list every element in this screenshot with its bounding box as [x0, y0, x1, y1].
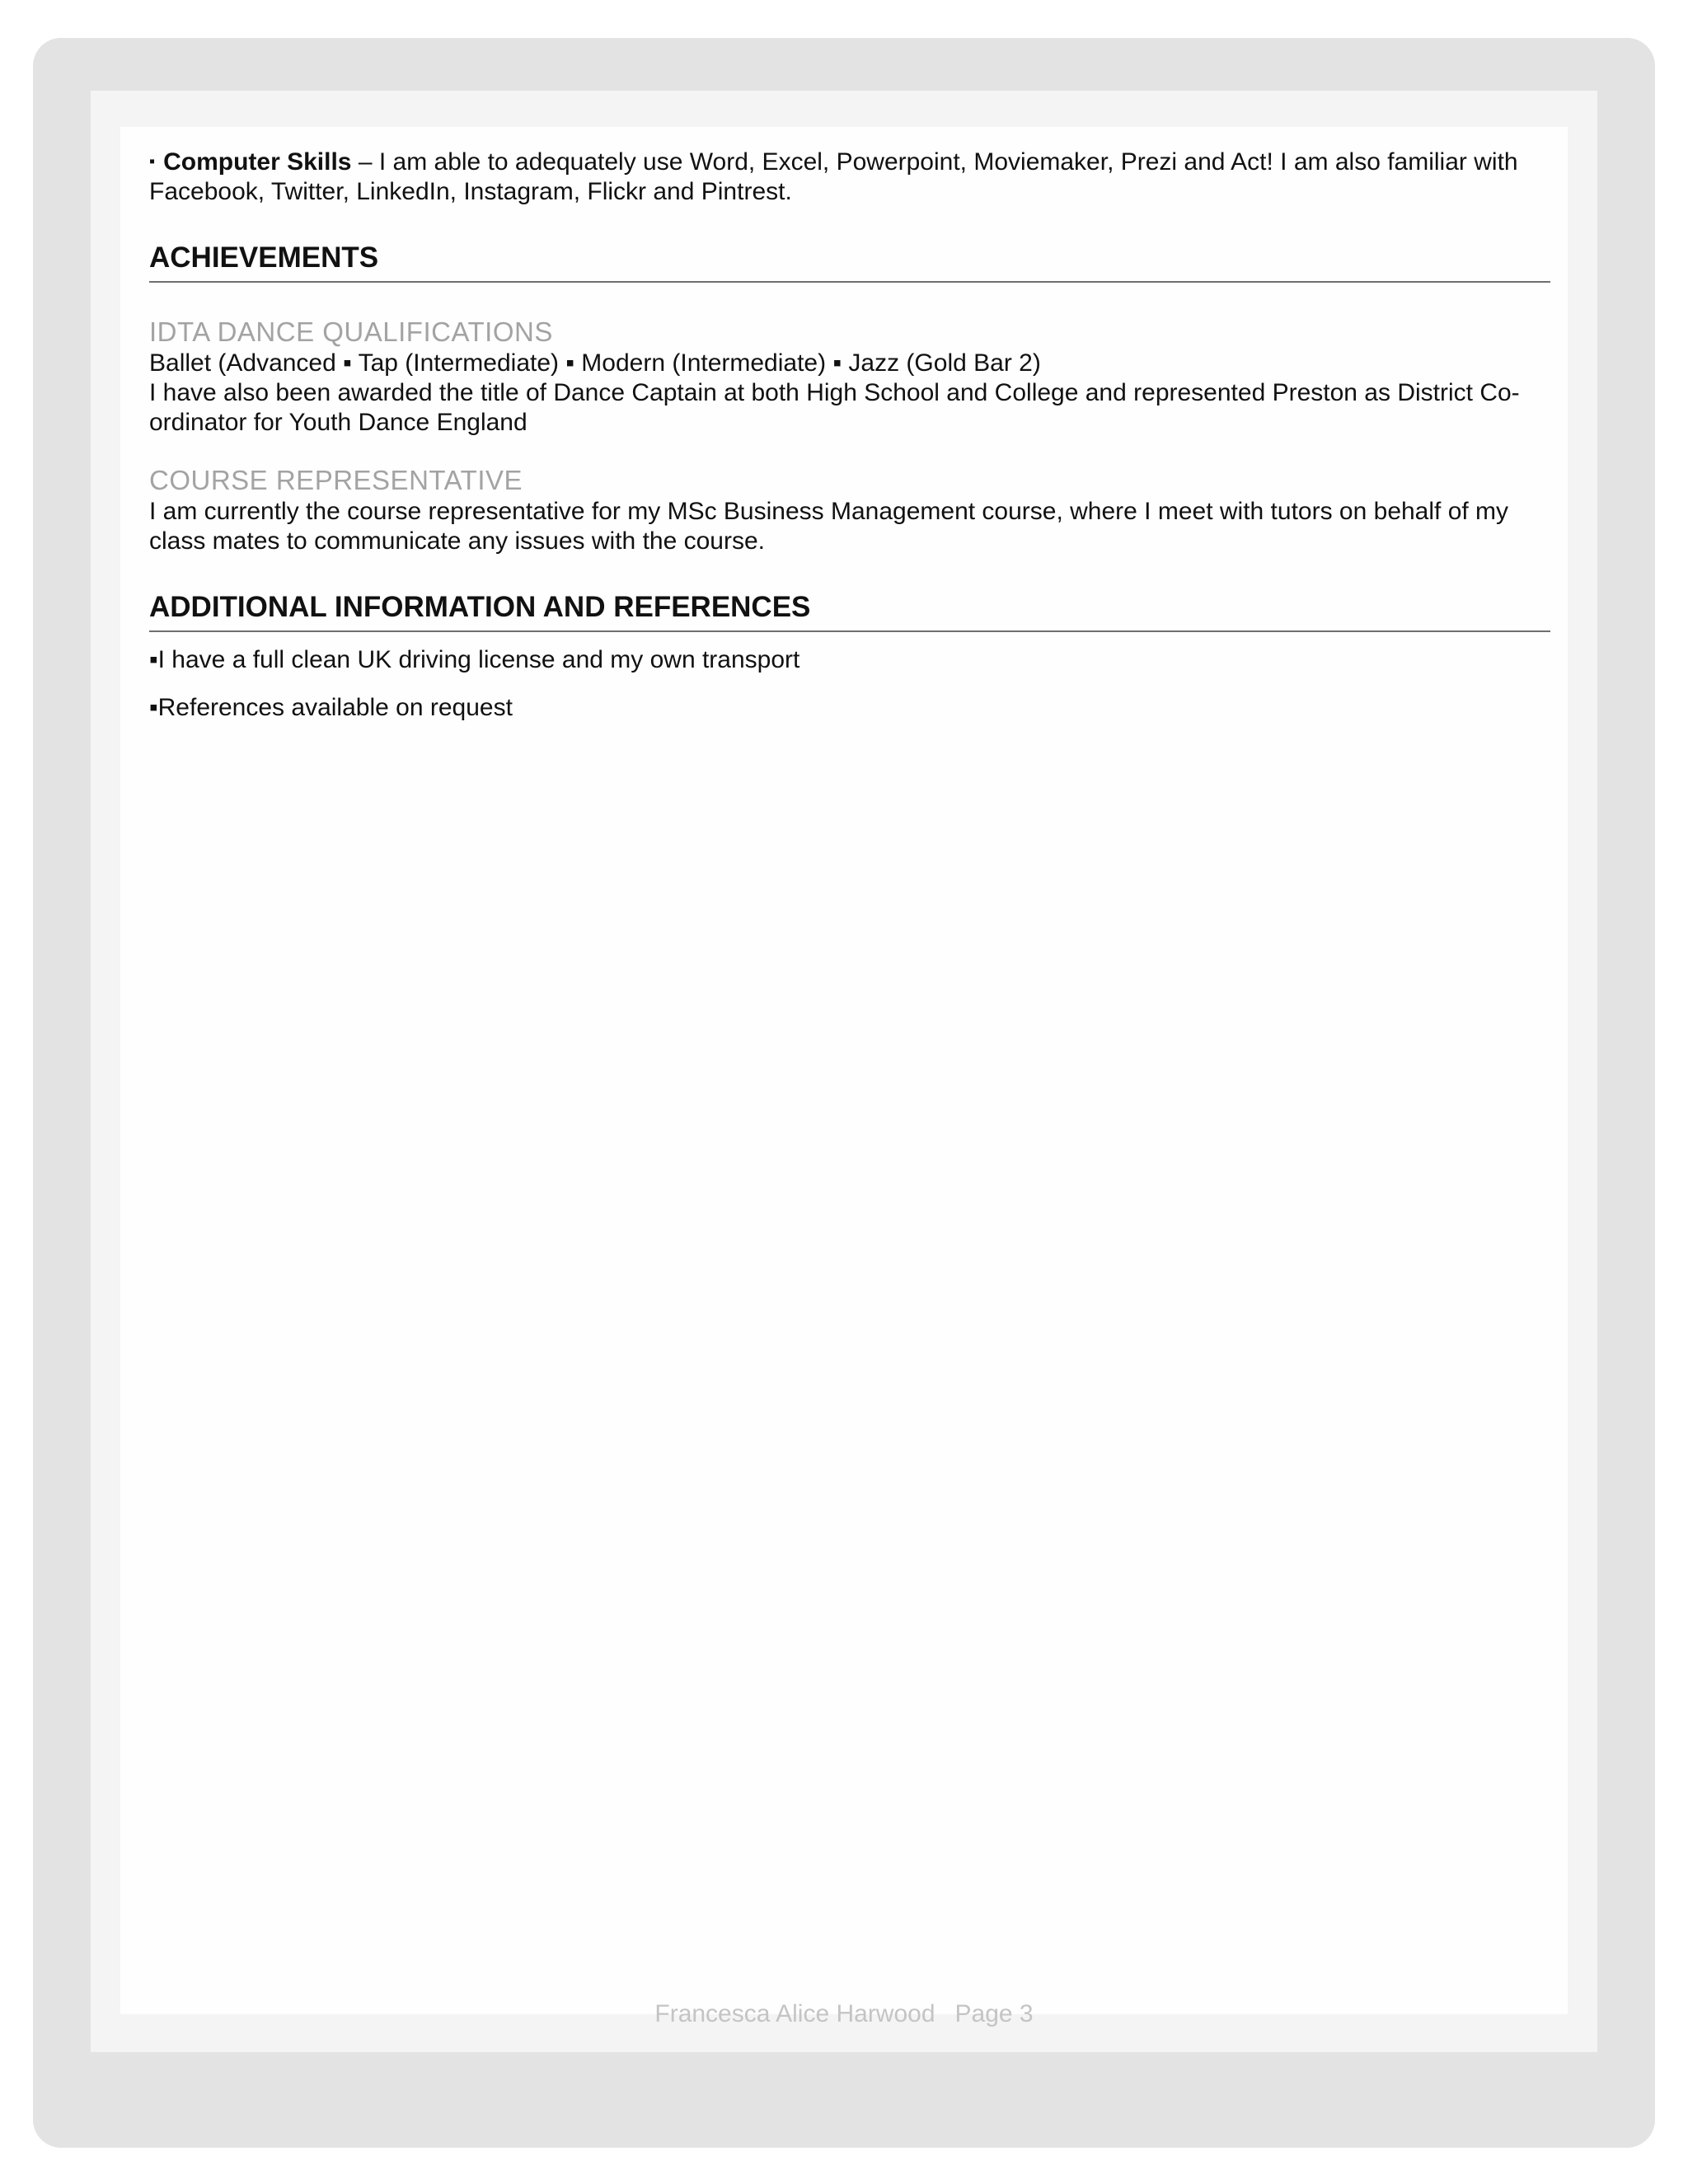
footer-page-number: Page 3	[954, 2000, 1034, 2027]
footer-name: Francesca Alice Harwood	[654, 2000, 935, 2027]
achievements-heading: ACHIEVEMENTS	[149, 241, 1550, 283]
course-representative-title: COURSE REPRESENTATIVE	[149, 465, 523, 495]
page-footer	[0, 2000, 1688, 2028]
additional-info-heading: ADDITIONAL INFORMATION AND REFERENCES	[149, 591, 1550, 632]
dance-qualifications-title: IDTA DANCE QUALIFICATIONS	[149, 316, 553, 347]
page-content	[120, 127, 1568, 2014]
references-item: ▪References available on request	[149, 694, 513, 721]
driving-license-item: ▪I have a full clean UK driving license and my own transport	[149, 646, 800, 673]
computer-skills-label: Computer Skills	[163, 148, 352, 176]
bullet-icon: ▪	[149, 152, 156, 171]
dance-grades: Ballet (Advanced ▪ Tap (Intermediate) ▪ Modern (Intermediate) ▪ Jazz (Gold Bar 2)	[149, 349, 1041, 377]
text-area	[149, 147, 1550, 723]
computer-skills-paragraph	[149, 147, 1550, 207]
computer-skills-text: – I am able to adequately use Word, Excel, Powerpoint, Moviemaker, Prezi and Act! I am also familiar with Facebook, Twitter, LinkedIn, Instagram, Flickr and Pintrest.	[149, 148, 1518, 205]
dance-captain-text: I have also been awarded the title of Dance Captain at both High School and College and represented Preston as District Co-ordinator for Youth Dance England	[149, 379, 1520, 436]
course-representative-text: I am currently the course representative for my MSc Business Management course, where I meet with tutors on behalf of my class mates to communicate any issues with the course.	[149, 498, 1509, 555]
